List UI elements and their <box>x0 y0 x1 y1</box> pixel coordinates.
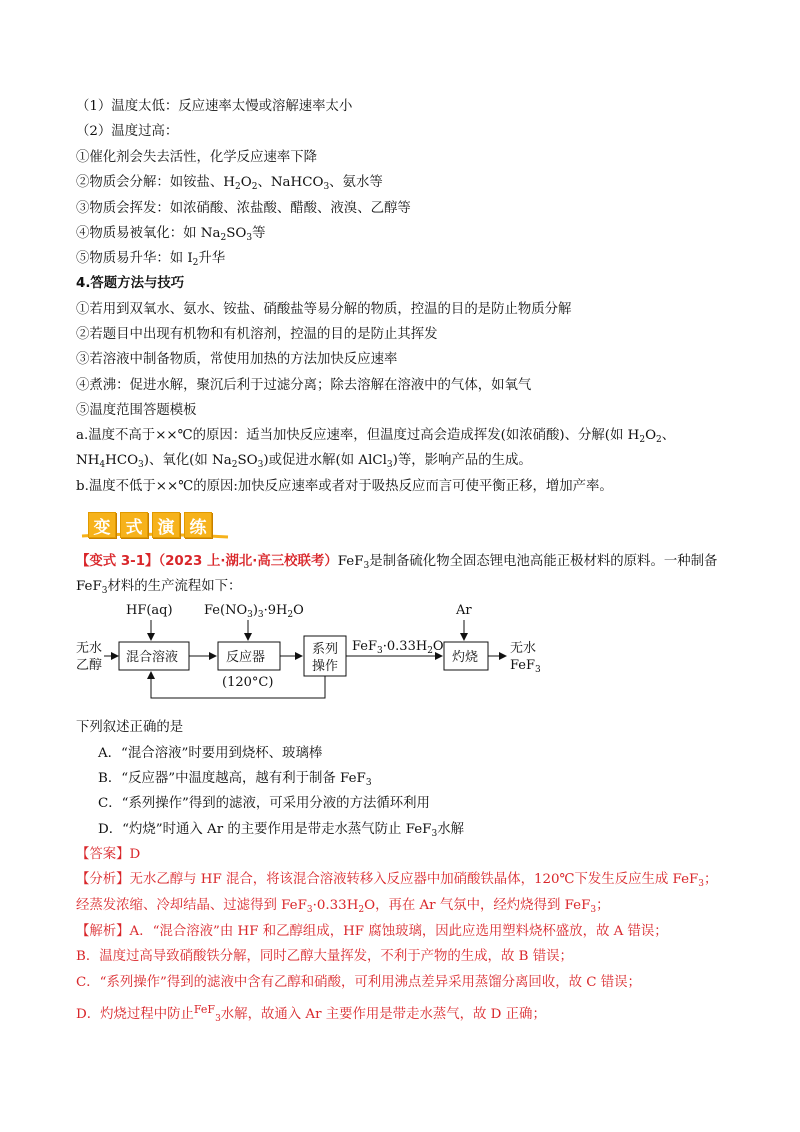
question-prompt: 下列叙述正确的是 <box>76 720 184 735</box>
question-tag: 【变式 3-1】（2023 上·湖北·高三校联考） <box>76 554 338 569</box>
box-reactor-label: 反应器 <box>226 650 266 665</box>
template-b: b.温度不低于××℃的原因:加快反应速率或者对于吸热反应而言可使平衡正移，增加产率。 <box>76 479 613 494</box>
banner-char-3: 演 <box>152 512 180 538</box>
flow-fen: $Fe(NO_3)_3\cdot 9H_2O$ <box>204 603 304 620</box>
explanation-b: B．温度过高导致硝酸铁分解，同时乙醇大量挥发，不利于产物的生成，故 B 错误； <box>76 949 573 964</box>
flow-temp: (120°C) <box>222 675 274 690</box>
flow-intermediate: $FeF_3\cdot 0.33H_2O$ <box>352 639 444 656</box>
banner-char-2: 式 <box>120 512 148 538</box>
flow-hf: HF(aq) <box>126 603 173 618</box>
text-sublime: ⑤物质易升华：如 $I_2$升华 <box>76 251 226 268</box>
flow-end-line1: 无水 <box>510 641 537 656</box>
flow-start-line2: 乙醇 <box>76 658 103 673</box>
practice-banner <box>80 506 240 540</box>
text-catalyst: ①催化剂会失去活性，化学反应速率下降 <box>76 150 318 165</box>
method-5: ⑤温度范围答题模板 <box>76 403 197 418</box>
method-2: ②若题目中出现有机物和有机溶剂，控温的目的是防止其挥发 <box>76 327 438 342</box>
text-oxidize: ④物质易被氧化：如 $Na_2SO_3$等 <box>76 226 266 243</box>
text-low-temp: （1）温度太低：反应速率太慢或溶解速率太小 <box>76 99 353 114</box>
question-line2: FeF$_3$材料的生产流程如下： <box>76 579 242 596</box>
box-ops-line1: 系列 <box>312 642 339 657</box>
analysis-line1: 【分析】无水乙醇与 HF 混合，将该混合溶液转移入反应器中加硝酸铁晶体，120℃下发生反应生成 FeF$_3$； <box>76 872 718 889</box>
option-a: A．“混合溶液”时要用到烧杯、玻璃棒 <box>98 746 323 761</box>
answer-label: 【答案】D <box>76 847 141 862</box>
text-volatile: ③物质会挥发：如浓硝酸、浓盐酸、醋酸、液溴、乙醇等 <box>76 201 411 216</box>
analysis-line2: 经蒸发浓缩、冷却结晶、过滤得到 $FeF_3\cdot 0.33H_2O$，再在 Ar 气氛中，经灼烧得到 FeF$_3$； <box>76 898 610 915</box>
text-decompose: ②物质会分解：如铵盐、$H_2O_2$、NaHCO$_3$、氨水等 <box>76 175 383 192</box>
box-ops-line2: 操作 <box>312 659 339 674</box>
process-flow-diagram <box>76 598 566 708</box>
flow-end-line2: FeF$_3$ <box>510 658 541 675</box>
section-heading: 4.答题方法与技巧 <box>76 276 185 291</box>
box-mix-label: 混合溶液 <box>126 650 179 665</box>
box-burn-label: 灼烧 <box>452 650 479 665</box>
option-c: C．“系列操作”得到的滤液，可采用分液的方法循环利用 <box>98 796 430 811</box>
method-3: ③若溶液中制备物质，常使用加热的方法加快反应速率 <box>76 352 398 367</box>
text-high-temp: （2）温度过高： <box>76 124 179 139</box>
explanation-a: 【解析】A．“混合溶液”由 HF 和乙醇组成，HF 腐蚀玻璃，因此应选用塑料烧杯盛放，故 A 错误； <box>76 924 668 939</box>
banner-char-1: 变 <box>88 512 116 538</box>
banner-char-4: 练 <box>184 512 212 538</box>
explanation-c: C．“系列操作”得到的滤液中含有乙醇和硝酸，可利用沸点差异采用蒸馏分离回收，故 C 错误； <box>76 975 641 990</box>
question-line1: 【变式 3-1】（2023 上·湖北·高三校联考）FeF$_3$是制备硫化物全固态锂电池高能正极材料的原料。一种制备 <box>76 554 718 571</box>
template-a-line2: $NH_4HCO_3$)、氧化(如 $Na_2SO_3$)或促进水解(如 AlCl$_3$)等，影响产品的生成。 <box>76 453 532 470</box>
flow-start-line1: 无水 <box>76 641 103 656</box>
method-1: ①若用到双氧水、氨水、铵盐、硝酸盐等易分解的物质，控温的目的是防止物质分解 <box>76 302 572 317</box>
method-4: ④煮沸：促进水解，聚沉后利于过滤分离；除去溶解在溶液中的气体，如氧气 <box>76 378 532 393</box>
template-a-line1: a.温度不高于××℃的原因：适当加快反应速率，但温度过高会造成挥发(如浓硝酸)、分解(如 $H_2O_2$、 <box>76 428 676 445</box>
flow-ar: Ar <box>456 603 472 618</box>
option-b: B．“反应器”中温度越高，越有利于制备 FeF$_3$ <box>98 771 372 788</box>
option-d: D．“灼烧”时通入 Ar 的主要作用是带走水蒸气防止 FeF$_3$水解 <box>98 822 464 839</box>
explanation-d: D．灼烧过程中防止$^{FeF}_3$水解，故通入 Ar 主要作用是带走水蒸气，故 D 正确； <box>76 1003 546 1024</box>
